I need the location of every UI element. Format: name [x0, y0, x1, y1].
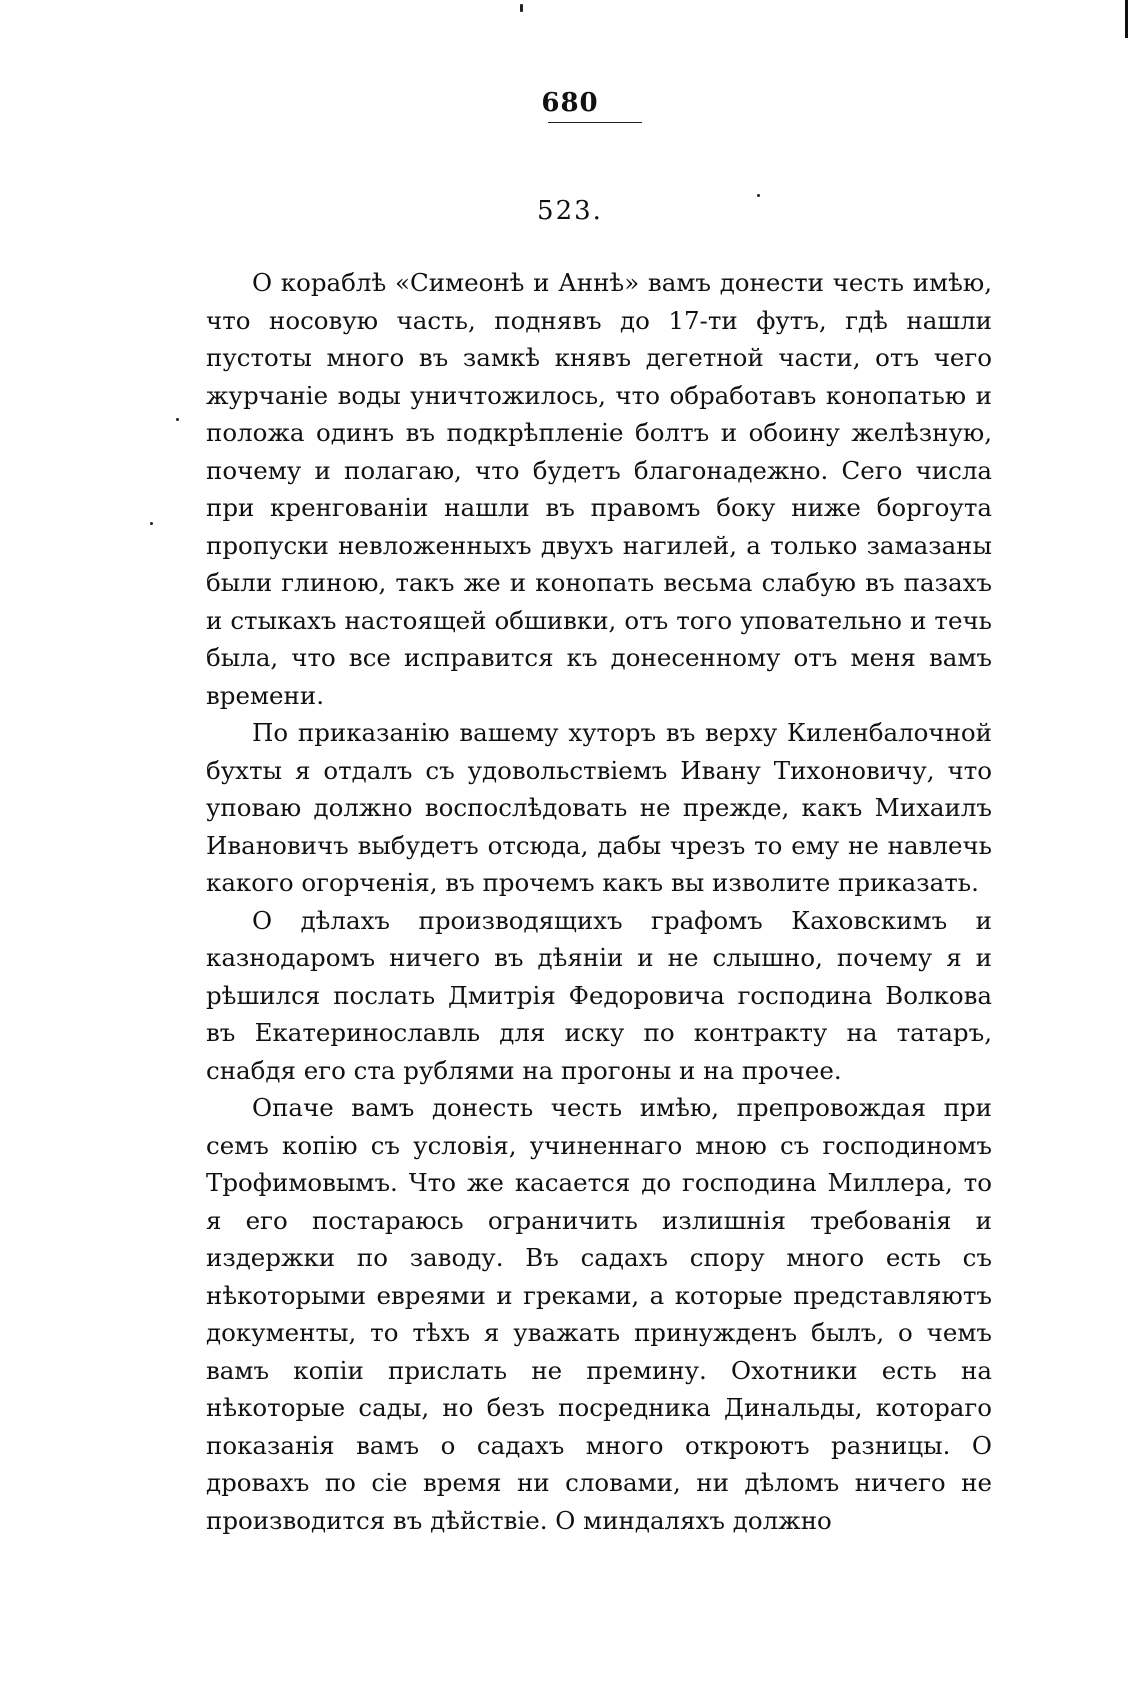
paragraph: О кораблѣ «Симеонѣ и Аннѣ» вамъ донести честь имѣю, что носовую часть, поднявъ до 17-ти футъ, гдѣ нашли пустоты много въ замкѣ княвъ дегетной части, отъ чего журчаніе воды уничтожилось, что обработавъ конопатью и положа одинъ въ подкрѣпленіе болтъ и обоину желѣзную, почему и полагаю, что будетъ благонадежно. Сего числа при кренгованіи нашли въ правомъ боку ниже боргоута пропуски невложенныхъ двухъ нагилей, а только замазаны были глиною, такъ же и конопать весьма слабую въ пазахъ и стыкахъ настоящей обшивки, отъ того уповательно и течь была, что все исправится къ донесенному отъ меня вамъ времени. — [206, 268, 992, 710]
scan-edge-mark — [1125, 0, 1128, 38]
scan-speck — [150, 522, 153, 525]
scan-speck — [520, 4, 523, 12]
scan-speck — [176, 418, 179, 421]
document-number: 523. — [537, 196, 603, 226]
paragraph: По приказанію вашему хуторъ въ верху Киленбалочной бухты я отдалъ съ удовольствіемъ Ивану Тихоновичу, что уповаю должно воспослѣдовать не прежде, какъ Михаилъ Ивановичъ выбудетъ отсюда, дабы чрезъ то ему не навлечь какого огорченія, въ прочемъ какъ вы изволите приказать. — [206, 718, 992, 897]
paragraph: О дѣлахъ производящихъ графомъ Каховскимъ и казнодаромъ ничего въ дѣяніи и не слышно, почему я и рѣшился послать Дмитрія Федоровича господина Волкова въ Екатеринославль для иску по контракту на татаръ, снабдя его ста рублями на прогоны и на прочее. — [206, 905, 992, 1085]
paragraph: Опаче вамъ донесть честь имѣю, препровождая при семъ копію съ условія, учиненнаго мною съ господиномъ Трофимовымъ. Что же касается до господина Миллера, то я его постараюсь ограничить излишнія требованія и издержки по заводу. Въ садахъ спору много есть съ нѣкоторыми евреями и греками, а которые представляютъ документы, то тѣхъ я уважать принужденъ былъ, о чемъ вамъ копіи прислать не премину. Охотники есть на нѣкоторые сады, но безъ посредника Динальды, котораго показанія вамъ о садахъ много откроютъ разницы. О дровахъ по сіе время ни словами, ни дѣломъ ничего не производится въ дѣйствіе. О миндаляхъ должно — [206, 1093, 992, 1535]
page-number: 680 — [541, 88, 599, 118]
letter-body — [206, 264, 992, 1539]
page-number-rule — [548, 122, 642, 123]
